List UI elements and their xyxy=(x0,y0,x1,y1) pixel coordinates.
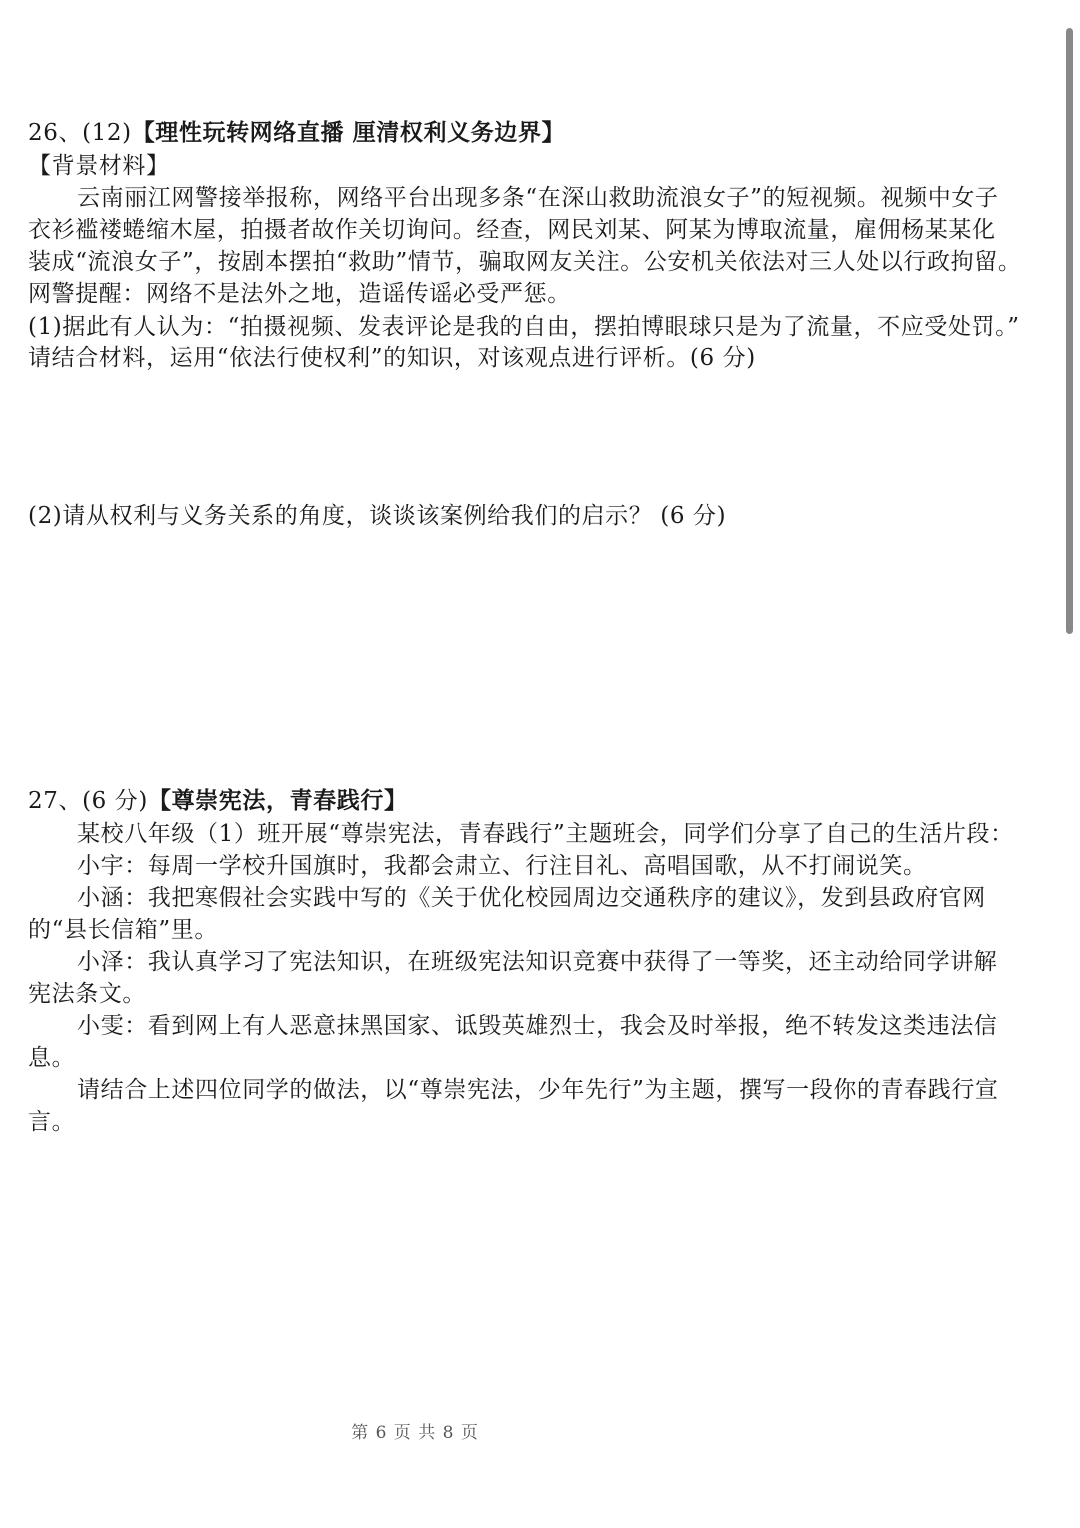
q27-xiaohan-line: 的“县长信箱”里。 xyxy=(28,917,218,943)
q27-task-line: 请结合上述四位同学的做法，以“尊崇宪法，少年先行”为主题，撰写一段你的青春践行宣 xyxy=(77,1077,999,1103)
q27-xiaohan-line: 小涵：我把寒假社会实践中写的《关于优化校园周边交通秩序的建议》，发到县政府官网 xyxy=(77,885,986,911)
q27-number: 27、(6 分) xyxy=(28,788,148,814)
q27-xiaowen-line: 小雯：看到网上有人恶意抹黑国家、诋毁英雄烈士，我会及时举报，绝不转发这类违法信 xyxy=(77,1013,998,1039)
q27-xiaoze-line: 小泽：我认真学习了宪法知识，在班级宪法知识竞赛中获得了一等奖，还主动给同学讲解 xyxy=(77,949,998,975)
q26-number: 26、(12) xyxy=(28,120,132,146)
q26-heading xyxy=(28,117,1023,149)
q26-material-line: 云南丽江网警接举报称，网络平台出现多条“在深山救助流浪女子”的短视频。视频中女子 xyxy=(77,185,999,211)
q27-heading xyxy=(28,785,1023,817)
page-footer: 第 6 页 共 8 页 xyxy=(351,1423,479,1443)
q26-material-line: 衣衫褴褛蜷缩木屋，拍摄者故作关切询问。经查，网民刘某、阿某为博取流量，雇佣杨某某化 xyxy=(28,217,996,243)
q27-xiaoyu: 小宇：每周一学校升国旗时，我都会肃立、行注目礼、高唱国歌，从不打闹说笑。 xyxy=(77,853,927,879)
q26-sub1-line: (1)据此有人认为：“拍摄视频、发表评论是我的自由，摆拍博眼球只是为了流量，不应受处罚。” xyxy=(28,314,1020,340)
q26-sub1-line: 请结合材料，运用“依法行使权利”的知识，对该观点进行评析。(6 分) xyxy=(28,345,756,371)
q26-sub2: (2)请从权利与义务关系的角度，谈谈该案例给我们的启示？ (6 分) xyxy=(28,503,727,529)
q26-material-line: 网警提醒：网络不是法外之地，造谣传谣必受严惩。 xyxy=(28,281,571,307)
q26-section-label: 【背景材料】 xyxy=(28,153,170,179)
scrollbar-thumb[interactable] xyxy=(1066,28,1073,634)
q26-material-line: 装成“流浪女子”，按剧本摆拍“救助”情节，骗取网友关注。公安机关依法对三人处以行政拘留。 xyxy=(28,249,1022,275)
q27-intro: 某校八年级（1）班开展“尊崇宪法，青春践行”主题班会，同学们分享了自己的生活片段： xyxy=(77,821,1014,847)
q27-title: 【尊崇宪法，青春践行】 xyxy=(147,787,408,814)
q27-task-line: 言。 xyxy=(28,1109,76,1135)
q26-title: 【理性玩转网络直播 厘清权利义务边界】 xyxy=(131,119,566,146)
q27-xiaowen-line: 息。 xyxy=(28,1045,76,1071)
q27-xiaoze-line: 宪法条文。 xyxy=(28,981,146,1007)
